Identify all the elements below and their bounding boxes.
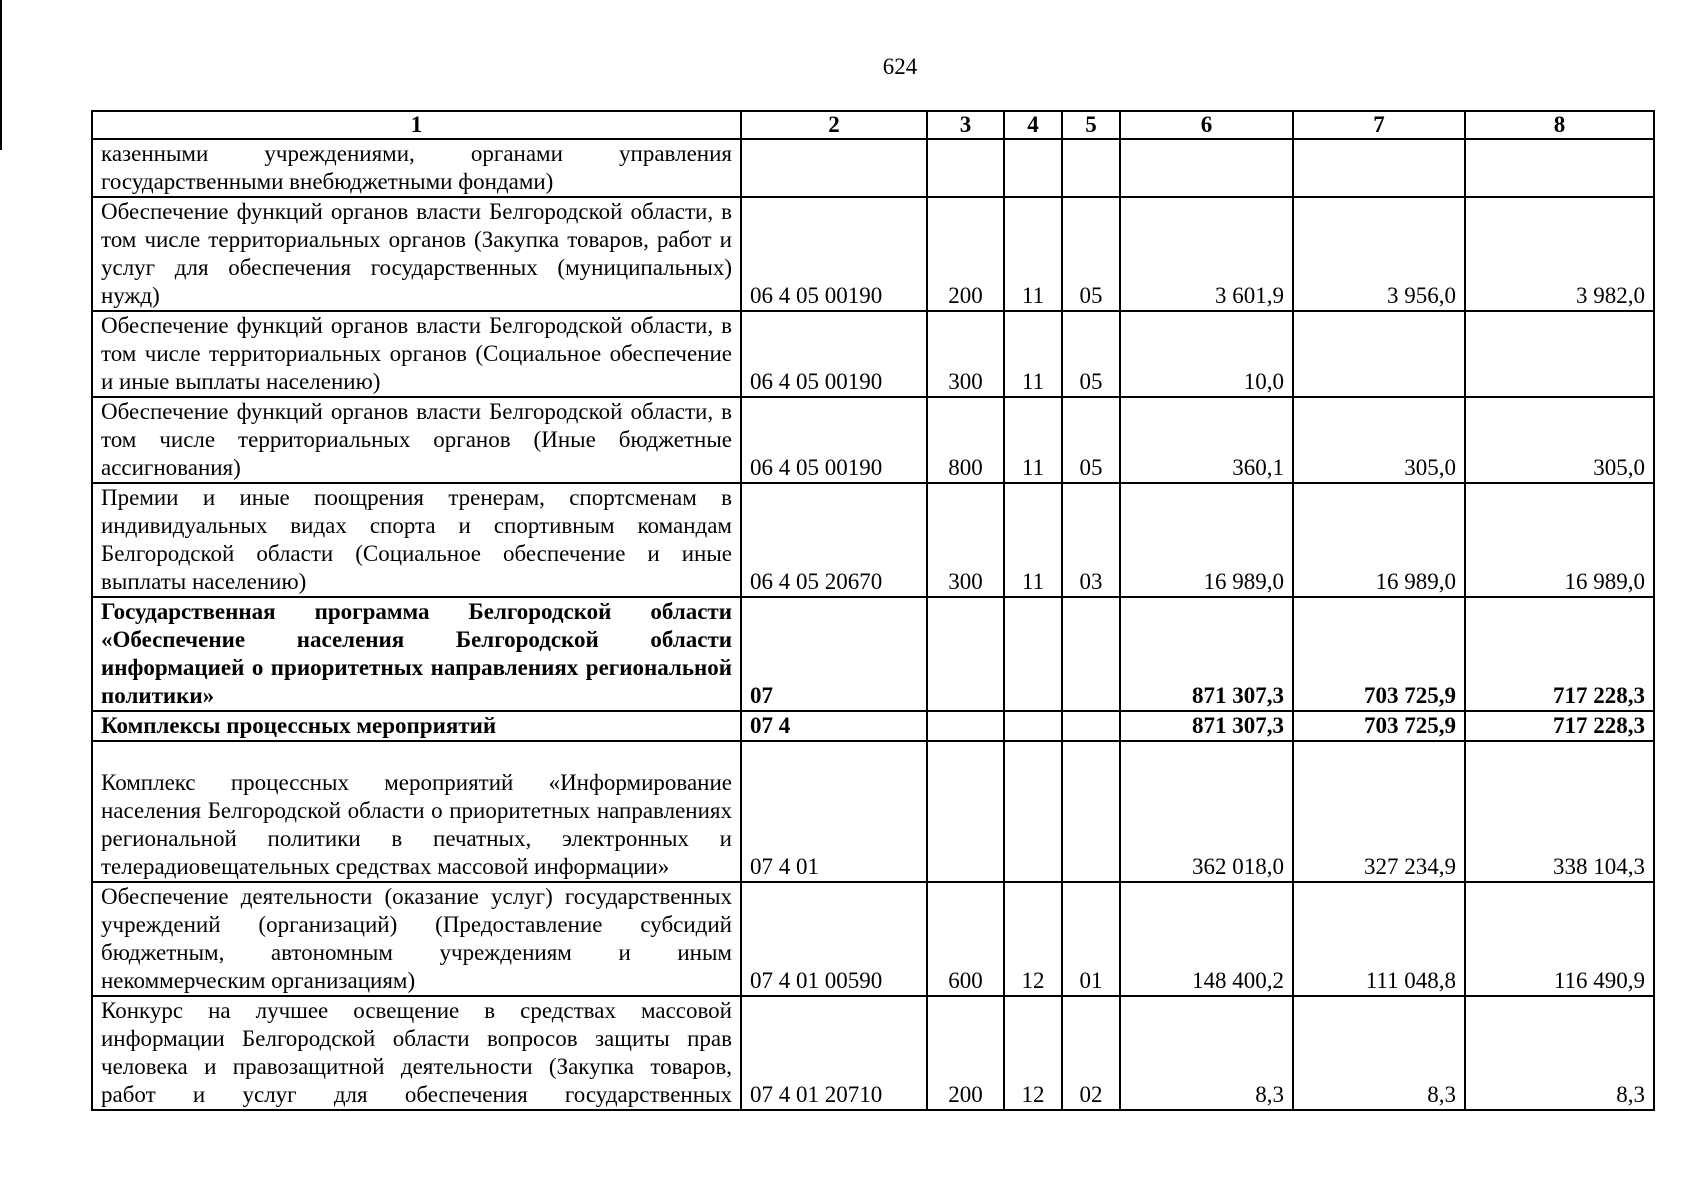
row-section: 12 bbox=[1004, 882, 1062, 996]
row-section bbox=[1004, 711, 1062, 741]
column-header: 7 bbox=[1293, 111, 1465, 139]
row-value-8: 116 490,9 bbox=[1465, 882, 1654, 996]
row-code: 07 4 bbox=[741, 711, 927, 741]
row-subsection bbox=[1062, 711, 1120, 741]
row-value-8: 305,0 bbox=[1465, 397, 1654, 483]
column-header: 3 bbox=[927, 111, 1004, 139]
row-expense-type bbox=[927, 741, 1004, 882]
row-subsection: 05 bbox=[1062, 197, 1120, 311]
column-header: 5 bbox=[1062, 111, 1120, 139]
page-number: 624 bbox=[882, 54, 918, 79]
row-code: 07 4 01 00590 bbox=[741, 882, 927, 996]
row-description: Обеспечение функций органов власти Белгородской области, в том числе территориальных органов (Закупка товаров, работ и услуг для обеспечения государственных (муниципальных) нужд) bbox=[92, 197, 741, 311]
table-header-row bbox=[92, 111, 1654, 139]
row-value-7: 8,3 bbox=[1293, 996, 1465, 1110]
row-value-6: 148 400,2 bbox=[1120, 882, 1293, 996]
row-subsection: 05 bbox=[1062, 397, 1120, 483]
row-description: Обеспечение деятельности (оказание услуг) государственных учреждений (организаций) (Предоставление субсидий бюджетным, автономным учреждениям и иным некоммерческим организациям) bbox=[92, 882, 741, 996]
row-value-7: 305,0 bbox=[1293, 397, 1465, 483]
row-value-7 bbox=[1293, 311, 1465, 397]
table-row bbox=[92, 711, 1654, 741]
row-value-8 bbox=[1465, 311, 1654, 397]
row-description: Конкурс на лучшее освещение в средствах массовой информации Белгородской области вопросов защиты прав человека и правозащитной деятельности (Закупка товаров, работ и услуг для обеспечения государственных bbox=[92, 996, 741, 1110]
row-section: 11 bbox=[1004, 397, 1062, 483]
table-row bbox=[92, 882, 1654, 996]
row-code: 06 4 05 20670 bbox=[741, 483, 927, 597]
row-value-7: 703 725,9 bbox=[1293, 711, 1465, 741]
row-value-6: 3 601,9 bbox=[1120, 197, 1293, 311]
row-value-7: 327 234,9 bbox=[1293, 741, 1465, 882]
row-section: 11 bbox=[1004, 311, 1062, 397]
table-row bbox=[92, 741, 1654, 882]
table-row bbox=[92, 311, 1654, 397]
table-row bbox=[92, 397, 1654, 483]
row-value-8: 16 989,0 bbox=[1465, 483, 1654, 597]
row-description: Государственная программа Белгородской области «Обеспечение населения Белгородской области информацией о приоритетных направлениях региональной политики» bbox=[92, 597, 741, 711]
row-description: казенными учреждениями, органами управления государственными внебюджетными фондами) bbox=[92, 139, 741, 197]
row-code: 07 bbox=[741, 597, 927, 711]
row-section: 11 bbox=[1004, 483, 1062, 597]
row-value-7 bbox=[1293, 139, 1465, 197]
row-code: 06 4 05 00190 bbox=[741, 311, 927, 397]
row-value-6: 8,3 bbox=[1120, 996, 1293, 1110]
row-value-6: 360,1 bbox=[1120, 397, 1293, 483]
row-value-7: 3 956,0 bbox=[1293, 197, 1465, 311]
row-value-7: 703 725,9 bbox=[1293, 597, 1465, 711]
row-section bbox=[1004, 597, 1062, 711]
row-value-8: 3 982,0 bbox=[1465, 197, 1654, 311]
row-expense-type bbox=[927, 597, 1004, 711]
row-value-7: 111 048,8 bbox=[1293, 882, 1465, 996]
row-value-6: 10,0 bbox=[1120, 311, 1293, 397]
row-expense-type bbox=[927, 139, 1004, 197]
row-value-6 bbox=[1120, 139, 1293, 197]
row-description: Обеспечение функций органов власти Белгородской области, в том числе территориальных органов (Иные бюджетные ассигнования) bbox=[92, 397, 741, 483]
column-header: 4 bbox=[1004, 111, 1062, 139]
column-header: 6 bbox=[1120, 111, 1293, 139]
row-code bbox=[741, 139, 927, 197]
row-value-8: 338 104,3 bbox=[1465, 741, 1654, 882]
column-header: 1 bbox=[92, 111, 741, 139]
row-description: Комплекс процессных мероприятий «Информирование населения Белгородской области о приоритетных направлениях региональной политики в печатных, электронных и телерадиовещательных средствах массовой информации» bbox=[92, 741, 741, 882]
table-row bbox=[92, 996, 1654, 1110]
row-value-8: 717 228,3 bbox=[1465, 597, 1654, 711]
row-value-7: 16 989,0 bbox=[1293, 483, 1465, 597]
row-expense-type: 800 bbox=[927, 397, 1004, 483]
row-value-6: 871 307,3 bbox=[1120, 597, 1293, 711]
row-section: 11 bbox=[1004, 197, 1062, 311]
row-expense-type: 300 bbox=[927, 311, 1004, 397]
row-value-8: 717 228,3 bbox=[1465, 711, 1654, 741]
row-description: Обеспечение функций органов власти Белгородской области, в том числе территориальных органов (Социальное обеспечение и иные выплаты населению) bbox=[92, 311, 741, 397]
row-code: 06 4 05 00190 bbox=[741, 197, 927, 311]
row-value-8: 8,3 bbox=[1465, 996, 1654, 1110]
column-header: 8 bbox=[1465, 111, 1654, 139]
table-row bbox=[92, 139, 1654, 197]
row-subsection bbox=[1062, 597, 1120, 711]
row-description: Премии и иные поощрения тренерам, спортсменам в индивидуальных видах спорта и спортивным командам Белгородской области (Социальное обеспечение и иные выплаты населению) bbox=[92, 483, 741, 597]
table-row bbox=[92, 597, 1654, 711]
row-subsection bbox=[1062, 139, 1120, 197]
row-code: 07 4 01 20710 bbox=[741, 996, 927, 1110]
row-section: 12 bbox=[1004, 996, 1062, 1110]
row-value-6: 16 989,0 bbox=[1120, 483, 1293, 597]
row-section bbox=[1004, 139, 1062, 197]
row-value-6: 362 018,0 bbox=[1120, 741, 1293, 882]
row-code: 06 4 05 00190 bbox=[741, 397, 927, 483]
row-code: 07 4 01 bbox=[741, 741, 927, 882]
row-section bbox=[1004, 741, 1062, 882]
row-expense-type: 600 bbox=[927, 882, 1004, 996]
row-subsection: 01 bbox=[1062, 882, 1120, 996]
row-expense-type: 200 bbox=[927, 996, 1004, 1110]
table-row bbox=[92, 197, 1654, 311]
row-description: Комплексы процессных мероприятий bbox=[92, 711, 741, 741]
row-expense-type: 300 bbox=[927, 483, 1004, 597]
row-value-8 bbox=[1465, 139, 1654, 197]
table-row bbox=[92, 483, 1654, 597]
row-subsection: 02 bbox=[1062, 996, 1120, 1110]
row-value-6: 871 307,3 bbox=[1120, 711, 1293, 741]
row-expense-type: 200 bbox=[927, 197, 1004, 311]
budget-table bbox=[91, 110, 1655, 1111]
column-header: 2 bbox=[741, 111, 927, 139]
row-subsection bbox=[1062, 741, 1120, 882]
row-subsection: 03 bbox=[1062, 483, 1120, 597]
row-subsection: 05 bbox=[1062, 311, 1120, 397]
row-expense-type bbox=[927, 711, 1004, 741]
